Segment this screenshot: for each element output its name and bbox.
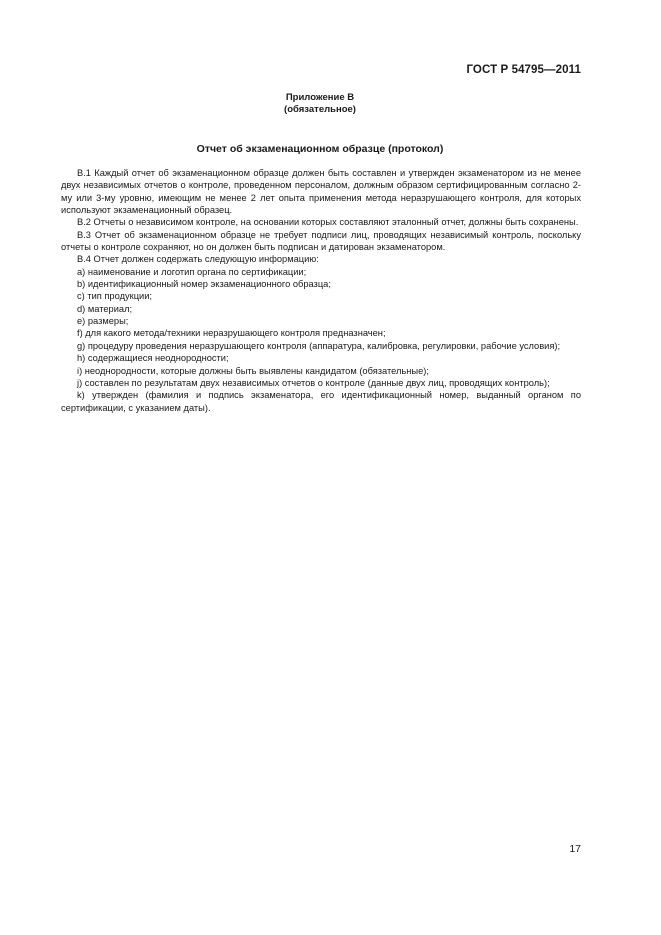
list-item: k) утвержден (фамилия и подпись экзаменатора, его идентификационный номер, выданный органом по сертификации, с указанием даты).: [61, 390, 581, 413]
list-item: c) тип продукции;: [77, 291, 153, 302]
paragraph-b3: В.3 Отчет об экзаменационном образце не требует подписи лиц, проводящих независимый контроль, поскольку отчеты о контроле сохраняют, но он должен быть подписан и датирован экзаменатором.: [61, 229, 581, 253]
list-item: а) наименование и логотип органа по сертификации;: [77, 266, 307, 277]
list-item: b) идентификационный номер экзаменационного образца;: [77, 279, 331, 290]
document-body: [61, 167, 581, 414]
page-number: 17: [569, 843, 581, 855]
paragraph-b1: В.1 Каждый отчет об экзаменационном образце должен быть составлен и утвержден экзаменатором из не менее двух независимых отчетов о контроле, проведенном персоналом, должным образом сертифицированным согласно 2-му или 3-му уровню, имеющим не менее 2 лет опыта применения метода неразрушающего контроля, для которых используют экзаменационный образец.: [61, 168, 581, 216]
list-item: f) для какого метода/техники неразрушающего контроля предназначен;: [77, 328, 386, 339]
list-item: h) содержащиеся неоднородности;: [77, 353, 229, 364]
list-item: d) материал;: [77, 303, 133, 314]
section-title: Отчет об экзаменационном образце (протокол): [196, 143, 444, 155]
paragraph-b2: В.2 Отчеты о независимом контроле, на основании которых составляют эталонный отчет, должны быть сохранены.: [77, 217, 579, 228]
appendix-label: Приложение В: [285, 92, 355, 103]
appendix-heading: [0, 92, 640, 116]
paragraph-b4: В.4 Отчет должен содержать следующую информацию:: [77, 254, 319, 265]
appendix-status: (обязательное): [284, 104, 356, 115]
list-item: e) размеры;: [77, 316, 129, 327]
list-item: g) процедуру проведения неразрушающего контроля (аппаратура, калибровка, регулировки, рабочие условия);: [77, 340, 561, 351]
list-item: i) неоднородности, которые должны быть выявлены кандидатом (обязательные);: [77, 365, 429, 376]
document-code: ГОСТ Р 54795—2011: [466, 64, 581, 76]
list-item: j) составлен по результатам двух независимых отчетов о контроле (данные двух лиц, проводящих контроль);: [77, 377, 550, 388]
